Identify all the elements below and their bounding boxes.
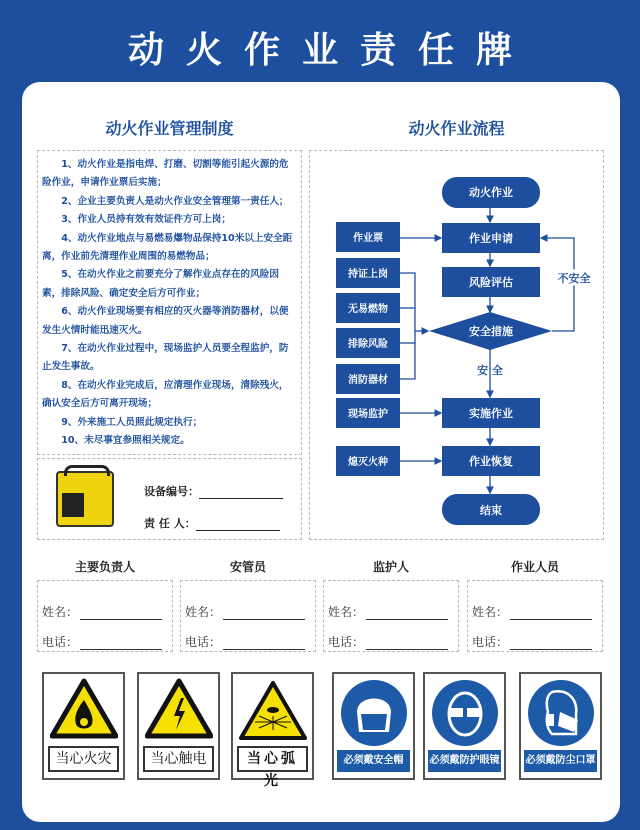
- phone-label: 电话：: [328, 635, 365, 649]
- phone-label: 电话：: [472, 635, 509, 649]
- phone-line[interactable]: [80, 636, 162, 650]
- flow-side-label: 消防器材: [348, 375, 388, 386]
- helmet-icon: [339, 678, 409, 748]
- flow-side-label: 排除风险: [348, 339, 388, 350]
- sign-label: 必须戴防护眼镜: [428, 750, 501, 772]
- electric-shock-icon: [145, 678, 213, 740]
- rule-item: 9、外来施工人员照此规定执行；: [61, 416, 203, 428]
- flow-side-label: 作业票: [353, 233, 383, 244]
- sign-mask-mandatory: [519, 672, 602, 780]
- sign-label: 当心触电: [143, 746, 214, 772]
- sign-fire-warning: [42, 672, 125, 780]
- arc-light-icon: [239, 680, 307, 742]
- flow-title: 动火作业流程: [408, 119, 505, 138]
- rule-item: 7、在动火作业过程中，现场监护人员要全程监护，防止发生事故。: [42, 343, 289, 373]
- flow-assess-label: 风险评估: [469, 276, 513, 289]
- equipment-owner-label: 责 任 人：: [144, 517, 196, 530]
- rule-item: 6、动火作业现场要有相应的灭火器等消防器材，以便发生火情时能迅速灭火。: [42, 306, 289, 336]
- phone-label: 电话：: [42, 635, 79, 649]
- flow-side-label: 熄灭火种: [348, 457, 388, 468]
- name-label: 姓名：: [185, 605, 222, 619]
- dust-mask-icon: [526, 678, 596, 748]
- rules-title: 动火作业管理制度: [105, 119, 234, 138]
- flow-measures-label: 安全措施: [469, 325, 513, 338]
- equipment-id-label: 设备编号：: [144, 485, 199, 498]
- equipment-id-field: [144, 483, 283, 499]
- flow-side-label: 无易燃物: [348, 304, 388, 315]
- flow-side-label: 现场监护: [348, 409, 388, 420]
- role-card: [180, 580, 316, 652]
- role-title: 监护人: [372, 560, 409, 574]
- name-line[interactable]: [80, 606, 162, 620]
- role-title: 安管员: [229, 560, 266, 574]
- flow-unsafe-label: 不安全: [557, 272, 591, 285]
- flow-end-label: 结束: [480, 504, 502, 517]
- name-line[interactable]: [366, 606, 448, 620]
- sign-label: 当心火灾: [48, 746, 119, 772]
- rule-item: 5、在动火作业之前要充分了解作业点存在的风险因素，排除风险、确定安全后方可作业；: [42, 269, 279, 299]
- name-line[interactable]: [510, 606, 592, 620]
- rule-item: 2、企业主要负责人是动火作业安全管理第一责任人；: [61, 195, 289, 207]
- role-card: [323, 580, 459, 652]
- sign-arc-warning: [231, 672, 314, 789]
- phone-line[interactable]: [510, 636, 592, 650]
- name-label: 姓名：: [328, 605, 365, 619]
- role-title: 作业人员: [510, 560, 559, 574]
- fire-warning-icon: [50, 678, 118, 740]
- rule-item: 4、动火作业地点与易燃易爆物品保持10米以上安全距离，作业前先清理作业周围的易燃物品；: [42, 232, 293, 263]
- role-card: [37, 580, 173, 652]
- rule-item: 10、未尽事宜参照相关规定。: [61, 435, 190, 447]
- sign-label: 必须戴防尘口罩: [524, 750, 597, 772]
- sign-helmet-mandatory: [332, 672, 415, 780]
- role-title: 主要负责人: [74, 560, 135, 574]
- flowchart: [309, 150, 604, 540]
- flow-restore-label: 作业恢复: [469, 455, 513, 468]
- rules-box: [37, 150, 302, 455]
- flow-side-label: 持证上岗: [348, 269, 388, 280]
- role-card: [467, 580, 603, 652]
- name-label: 姓名：: [472, 605, 509, 619]
- phone-line[interactable]: [366, 636, 448, 650]
- sign-label: 必须戴安全帽: [337, 750, 410, 772]
- name-line[interactable]: [223, 606, 305, 620]
- name-label: 姓名：: [42, 605, 79, 619]
- equipment-box: [37, 458, 302, 540]
- flow-safe-label: 安 全: [477, 364, 503, 377]
- phone-label: 电话：: [185, 635, 222, 649]
- goggles-icon: [430, 678, 500, 748]
- sign-goggles-mandatory: [423, 672, 506, 780]
- rule-item: 3、作业人员持有效有效证件方可上岗；: [61, 214, 231, 226]
- flow-box: [309, 150, 604, 540]
- flow-apply-label: 作业申请: [469, 232, 513, 245]
- rule-item: 1、动火作业是指电焊、打磨、切割等能引起火源的危险作业，申请作业票后实施；: [42, 159, 289, 189]
- rule-item: 8、在动火作业完成后，应清理作业现场，清除残火，确认安全后方可离开现场；: [42, 379, 289, 410]
- equipment-owner-field: [144, 515, 280, 531]
- flow-implement-label: 实施作业: [469, 407, 513, 420]
- sign-electric-warning: [137, 672, 220, 780]
- sign-label: 当心弧光: [237, 746, 308, 772]
- welder-machine-image: [56, 471, 114, 527]
- phone-line[interactable]: [223, 636, 305, 650]
- flow-start-label: 动火作业: [469, 186, 513, 199]
- page-title: 动火作业责任牌: [127, 30, 534, 71]
